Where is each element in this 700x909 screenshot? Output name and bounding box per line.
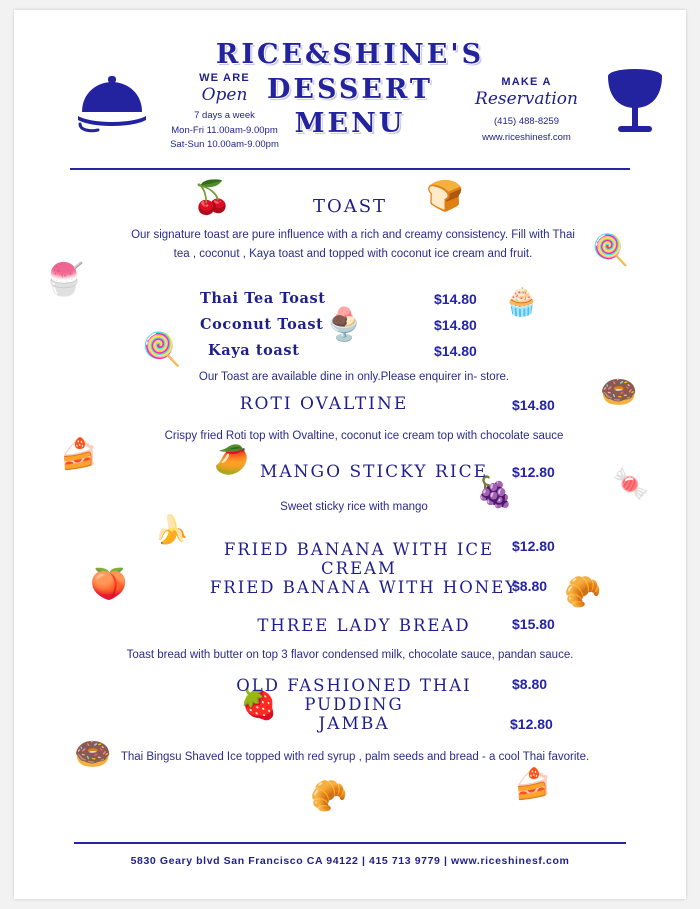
header-divider [70, 168, 630, 170]
donut-pink-icon: 🍩 [600, 376, 638, 409]
hours-block [162, 72, 287, 153]
toast-item-3 [208, 342, 300, 360]
cherries-icon: 🍒 [192, 179, 232, 215]
open-script: Open [201, 85, 248, 105]
banana-ice-cream-price: $12.80 [512, 538, 555, 554]
candy-icon: 🍬 [612, 468, 650, 501]
mango-price: $12.80 [512, 464, 555, 480]
section-title-roti: ROTI OVALTINE [239, 394, 409, 414]
toast-item-1-name: Thai Tea Toast [200, 290, 326, 307]
section-title-banana-honey: FRIED BANANA WITH HONEY [209, 578, 519, 597]
jamba-price: $12.80 [510, 716, 553, 732]
hours-weekday: Mon-Fri 11.00am-9.00pm [171, 124, 278, 136]
hours-caption: WE ARE [199, 72, 250, 84]
menu-title-line-1: RICE&SHINE'S [215, 39, 485, 70]
cake-slice-icon: 🍰 [60, 438, 98, 471]
toast-item-2-name: Coconut Toast [200, 316, 324, 333]
toast-item-1 [200, 290, 326, 308]
three-lady-price: $15.80 [512, 616, 555, 632]
ice-cream-bowl-icon: 🍨 [324, 306, 364, 342]
banana-icon: 🍌 [154, 514, 189, 545]
toast-note: Our Toast are available dine in only.Please enquirer in- store. [198, 371, 510, 383]
roti-description: Crispy fried Roti top with Ovaltine, coconut ice cream top with chocolate sauce [164, 430, 564, 442]
footer-divider [74, 842, 626, 844]
cake-slice-2-icon: 🍰 [514, 768, 552, 801]
section-title-mango: MANGO STICKY RICE [260, 462, 488, 482]
mango-icon: 🥭 [214, 444, 249, 475]
thai-pudding-price: $8.80 [512, 676, 548, 692]
bread-icon: 🍞 [426, 180, 464, 213]
menu-title-line-2: DESSERT [266, 73, 434, 105]
toast-item-1-price: $14.80 [434, 291, 477, 307]
section-title-toast: TOAST [312, 196, 388, 217]
mango-description: Sweet sticky rice with mango [280, 501, 428, 513]
menu-header [14, 10, 686, 158]
strawberry-icon: 🍓 [240, 688, 278, 721]
jamba-description: Thai Bingsu Shaved Ice topped with red syrup , palm seeds and bread - a cool Thai favorite. [120, 751, 590, 763]
toast-description: Our signature toast are pure influence with a rich and creamy consistency. Fill with Thai tea , coconut , Kaya toast and topped with coconut ice cream and fruit. [131, 229, 575, 260]
toast-item-3-name: Kaya toast [208, 342, 300, 359]
footer-address: 5830 Geary blvd San Francisco CA 94122 | 415 713 9779 | www.riceshinesf.com [130, 855, 570, 867]
toast-item-2-price: $14.80 [434, 317, 477, 333]
reservation-caption: MAKE A [501, 76, 552, 88]
lollipop-orange-icon: 🍭 [592, 234, 630, 267]
reservation-script: Reservation [475, 89, 578, 109]
three-lady-description: Toast bread with butter on top 3 flavor condensed milk, chocolate sauce, pandan sauce. [126, 649, 574, 661]
banana-honey-price: $8.80 [512, 578, 548, 594]
section-title-three-lady: THREE LADY BREAD [257, 616, 471, 635]
hours-days: 7 days a week [194, 110, 255, 121]
roti-price: $14.80 [512, 397, 555, 413]
menu-body [14, 178, 686, 838]
menu-page [14, 10, 686, 899]
reservation-phone[interactable]: (415) 488-8259 [494, 116, 559, 127]
toast-item-3-price: $14.80 [434, 343, 477, 359]
peach-icon: 🍑 [90, 568, 128, 601]
section-title-banana-ice-cream: FRIED BANANA WITH ICE CREAM [223, 540, 495, 578]
toast-item-2 [200, 316, 323, 334]
cupcake-icon: 🧁 [504, 286, 539, 317]
lollipop-red-icon: 🍭 [142, 331, 182, 367]
shaved-ice-icon: 🍧 [44, 261, 84, 297]
reservation-website[interactable]: www.riceshinesf.com [482, 131, 571, 143]
section-title-jamba: JAMBA [318, 714, 390, 734]
menu-title-line-3: MENU [294, 108, 406, 140]
croissant-2-icon: 🥐 [310, 780, 348, 813]
section-title-thai-pudding: OLD FASHIONED THAI PUDDING [236, 676, 472, 714]
donut-choco-icon: 🍩 [74, 738, 112, 771]
hours-weekend: Sat-Sun 10.00am-9.00pm [170, 139, 279, 151]
reservation-block [459, 76, 594, 145]
croissant-icon: 🥐 [564, 576, 602, 609]
grapes-icon: 🍇 [476, 476, 514, 509]
